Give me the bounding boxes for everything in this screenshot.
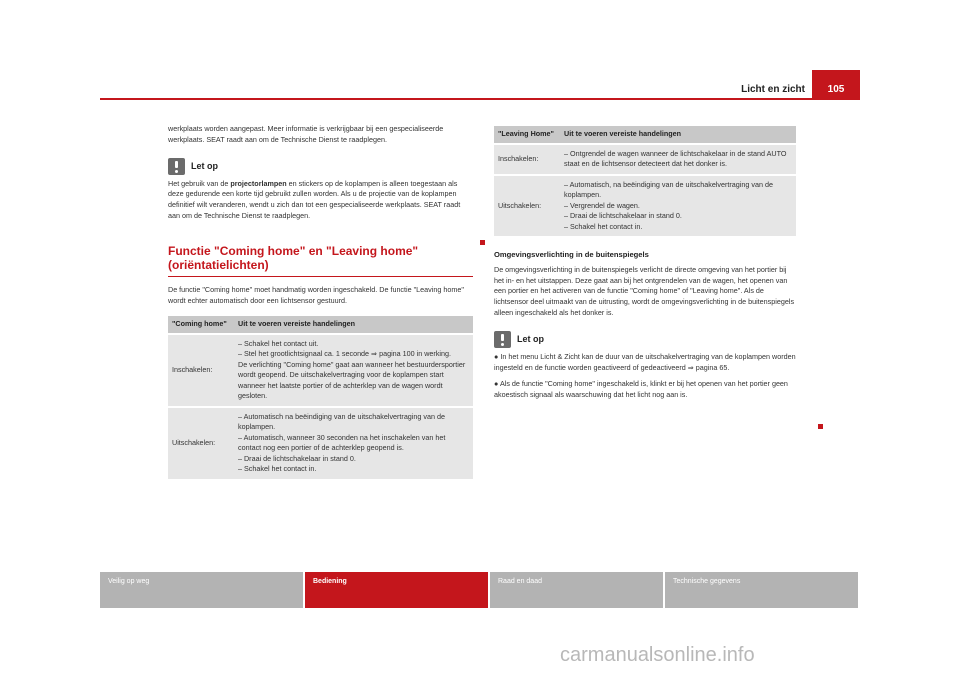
leaving-home-table	[494, 126, 796, 236]
note-header	[168, 158, 473, 175]
note-header	[494, 331, 796, 348]
row-line: – Schakel het contact uit.	[238, 338, 319, 348]
row-label: Uitschakelen:	[494, 175, 560, 237]
sub-heading: Omgevingsverlichting in de buitenspiegels	[494, 250, 649, 259]
end-marker	[480, 240, 485, 245]
row-line: – Schakel het contact in.	[564, 221, 643, 231]
note-text-post: en stickers op de koplampen is alleen toegestaan als deze gedurende een korte tijd gebruikt zullen worden. Als u de projectie van de koplampen definitief wilt veranderen, wendt u zich dan tot een gespecialiseerde werkplaats. SEAT raadt aan om de Technische Dienst te raadplegen.	[168, 178, 461, 220]
row-content	[234, 334, 473, 407]
heading-body: De functie "Coming home" moet handmatig worden ingeschakeld. De functie "Leaving home" wordt echter automatisch door een lichtsensor gestuurd.	[168, 284, 464, 305]
note-text-pre: Het gebruik van de	[168, 178, 229, 188]
footer-tab-bediening[interactable]: Bediening	[305, 572, 488, 608]
row-line: – Stel het grootlichtsignaal ca. 1 seconde ⇒ pagina 100 in werking.	[238, 349, 451, 359]
row-line: – Automatisch, wanneer 30 seconden na het inschakelen van het contact nog een portier of de achterklep geopend is.	[238, 432, 446, 453]
note-term: projectorlampen	[230, 178, 287, 188]
bullet-text: In het menu Licht & Zicht kan de duur van de uitschakelvertraging van de koplampen worden ingesteld en de functie worden geactiveerd of gedeactiveerd ⇒ pagina 65.	[494, 351, 796, 372]
left-column	[168, 124, 473, 479]
right-column	[494, 126, 796, 407]
end-marker	[818, 424, 823, 429]
note-label: Let op	[517, 333, 544, 344]
row-line: – Automatisch na beëindiging van de uitschakelvertraging van de koplampen.	[238, 411, 445, 432]
row-label: Inschakelen:	[494, 144, 560, 175]
table-header-col2: Uit te voeren vereiste handelingen	[234, 316, 473, 334]
row-line: – Vergrendel de wagen.	[564, 200, 640, 210]
table-header-col1: "Coming home"	[168, 316, 234, 334]
table-row	[168, 407, 473, 479]
row-line: – Draai de lichtschakelaar in stand 0.	[238, 453, 356, 463]
page-number: 105	[812, 70, 860, 100]
section-heading: Functie "Coming home" en "Leaving home" (oriëntatielichten)	[168, 244, 473, 277]
section-title: Licht en zicht	[741, 84, 805, 95]
table-row	[494, 144, 796, 175]
header-rule	[100, 98, 815, 100]
row-line: – Automatisch, na beëindiging van de uitschakelvertraging van de koplampen.	[564, 179, 773, 199]
row-content	[560, 144, 796, 175]
row-line: De verlichting "Coming home" gaat aan wanneer het bestuurdersportier wordt geopend. De uitschakelvertraging voor de koplampen start wanneer het laatste portier of de achterklep van de wagen wordt gesloten.	[238, 359, 466, 401]
mirror-paragraph: De omgevingsverlichting in de buitenspiegels verlicht de directe omgeving van het portier bij het in- en het uitstappen. Deze gaat aan bij het ontgrendelen van de wagen, het openen van een portier en het activeren van de functie "Coming home" of "Leaving home". Als de lichtsensor deel uitmaakt van de uitrusting, wordt de omgevingsverlichting in de buitenspiegels alleen ingeschakeld als het donker is.	[494, 264, 795, 317]
row-content	[234, 407, 473, 479]
table-header-col2: Uit te voeren vereiste handelingen	[560, 126, 796, 144]
row-label: Uitschakelen:	[168, 407, 234, 479]
bullet-text: Als de functie "Coming home" ingeschakeld is, klinkt er bij het openen van het portier geen akoestisch signaal als waarschuwing dat het licht nog aan is.	[494, 379, 788, 400]
row-line: – Ontgrendel de wagen wanneer de lichtschakelaar in de stand AUTO staat en de lichtsensor detecteert dat het donker is.	[564, 148, 787, 168]
watermark: carmanualsonline.info	[560, 644, 755, 666]
note-paragraph	[168, 179, 473, 222]
row-line: – Draai de lichtschakelaar in stand 0.	[564, 211, 682, 220]
note-icon	[494, 331, 511, 348]
coming-home-table	[168, 316, 473, 479]
table-row	[168, 334, 473, 407]
table-header-col1: "Leaving Home"	[494, 126, 560, 144]
note-bullet: ● Als de functie "Coming home" ingeschakeld is, klinkt er bij het openen van het portier geen akoestisch signaal als waarschuwing dat het licht nog aan is.	[494, 379, 788, 400]
note-bullet: ● In het menu Licht & Zicht kan de duur van de uitschakelvertraging van de koplampen worden ingesteld en de functie worden geactiveerd of gedeactiveerd ⇒ pagina 65.	[494, 351, 796, 372]
row-content	[560, 175, 796, 237]
table-row	[494, 175, 796, 237]
row-line: – Schakel het contact in.	[238, 464, 317, 474]
page-header	[100, 80, 860, 100]
intro-paragraph: werkplaats worden aangepast. Meer informatie is verkrijgbaar bij een gespecialiseerde werkplaats. SEAT raadt aan om de Technische Dienst te raadplegen.	[168, 124, 444, 144]
note-label: Let op	[191, 160, 218, 171]
footer-tab-technisch[interactable]: Technische gegevens	[665, 572, 858, 608]
footer-tab-veilig[interactable]: Veilig op weg	[100, 572, 303, 608]
row-label: Inschakelen:	[168, 334, 234, 407]
note-icon	[168, 158, 185, 175]
footer-tab-raad[interactable]: Raad en daad	[490, 572, 663, 608]
footer-nav	[100, 572, 860, 608]
